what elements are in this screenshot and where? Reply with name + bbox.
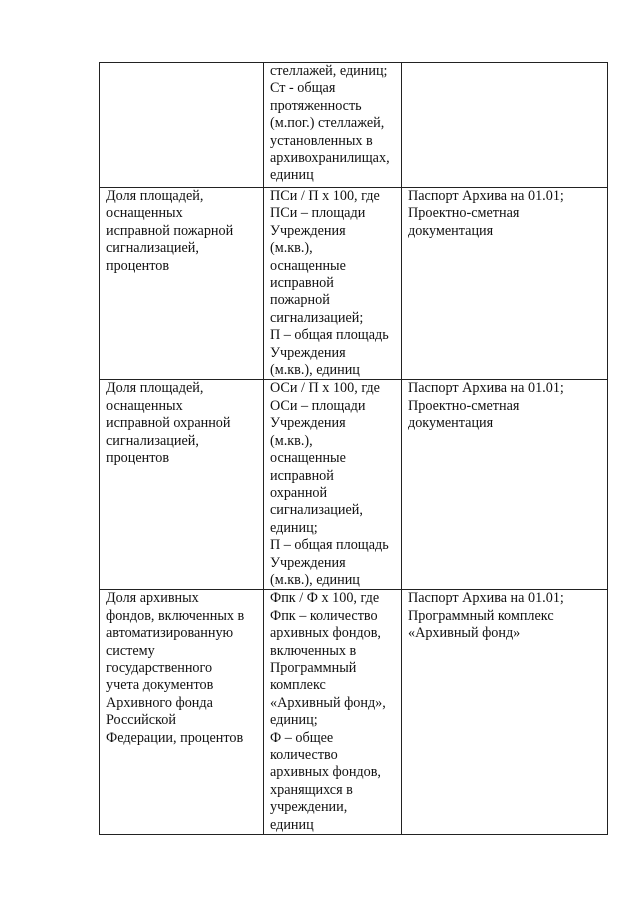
source-cell — [402, 63, 608, 188]
indicator-line: Российской — [106, 712, 176, 729]
indicator-line: оснащенных — [106, 205, 183, 222]
source-line: документация — [408, 415, 494, 432]
formula-line: хранящихся в — [270, 781, 353, 798]
formula-line: ПСи – площади — [270, 205, 366, 222]
indicator-line: оснащенных — [106, 397, 183, 414]
indicator-line: сигнализацией, — [106, 432, 199, 449]
formula-line: исправной — [270, 275, 334, 292]
formula-cell — [264, 380, 402, 590]
formula-line: охранной — [270, 484, 328, 501]
formula-line: ОСи / П х 100, где — [270, 380, 380, 397]
source-cell — [402, 590, 608, 835]
formula-line: сигнализацией; — [270, 309, 364, 326]
formula-line: включенных в — [270, 642, 357, 659]
formula-line: Фпк / Ф х 100, где — [270, 590, 380, 607]
indicator-line: автоматизированную — [106, 625, 234, 642]
formula-cell — [264, 63, 402, 188]
formula-line: единиц — [270, 816, 314, 833]
formula-line: Учреждения — [270, 222, 346, 239]
source-line: Паспорт Архива на 01.01; — [408, 590, 564, 607]
formula-line: ПСи / П х 100, где — [270, 188, 380, 204]
formula-line: Фпк – количество — [270, 607, 378, 624]
formula-line: единиц — [270, 167, 314, 184]
indicator-line: Доля площадей, — [106, 380, 204, 397]
source-line: Проектно-сметная — [408, 205, 520, 222]
formula-line: единиц; — [270, 712, 318, 729]
table-row — [100, 63, 608, 188]
formula-line: П – общая площадь — [270, 327, 389, 344]
indicator-cell — [100, 63, 264, 188]
indicator-line: государственного — [106, 659, 213, 676]
formula-line: Учреждения — [270, 344, 346, 361]
source-line: Программный комплекс — [408, 607, 554, 624]
indicator-line: Доля площадей, — [106, 188, 204, 204]
formula-line: Ф – общее — [270, 729, 334, 746]
formula-line: Учреждения — [270, 554, 346, 571]
indicator-line: сигнализацией, — [106, 240, 199, 257]
source-line: «Архивный фонд» — [408, 625, 521, 642]
indicator-line: процентов — [106, 450, 170, 467]
formula-cell — [264, 590, 402, 835]
indicator-line: Архивного фонда — [106, 694, 213, 711]
source-line: Проектно-сметная — [408, 397, 520, 414]
formula-line: архивных фондов, — [270, 625, 381, 642]
formula-line: (м.пог.) стеллажей, — [270, 115, 385, 132]
indicator-line: систему — [106, 642, 155, 659]
formula-line: установленных в — [270, 132, 373, 149]
indicators-table — [99, 62, 608, 835]
indicator-cell — [100, 590, 264, 835]
formula-line: (м.кв.), единиц — [270, 362, 360, 379]
indicator-line: процентов — [106, 257, 170, 274]
formula-line: Учреждения — [270, 415, 346, 432]
formula-line: (м.кв.), — [270, 240, 313, 257]
indicator-cell — [100, 380, 264, 590]
source-cell — [402, 380, 608, 590]
formula-line: архивных фондов, — [270, 764, 381, 781]
formula-line: архивохранилищах, — [270, 150, 390, 167]
indicator-line: исправной охранной — [106, 415, 231, 432]
formula-cell — [264, 188, 402, 380]
formula-line: пожарной — [270, 292, 330, 309]
formula-line: учреждении, — [270, 799, 348, 816]
formula-line: сигнализацией, — [270, 502, 363, 519]
formula-line: (м.кв.), — [270, 432, 313, 449]
formula-line: исправной — [270, 467, 334, 484]
formula-line: оснащенные — [270, 257, 346, 274]
indicator-cell — [100, 188, 264, 380]
formula-line: комплекс — [270, 677, 326, 694]
source-cell — [402, 188, 608, 380]
formula-line: стеллажей, единиц; — [270, 63, 388, 79]
table-row — [100, 188, 608, 380]
formula-line: протяженность — [270, 97, 362, 114]
formula-line: количество — [270, 747, 338, 763]
formula-line: оснащенные — [270, 450, 346, 467]
formula-line: (м.кв.), единиц — [270, 571, 360, 588]
indicator-line: учета документов — [106, 677, 214, 694]
formula-line: ОСи – площади — [270, 397, 366, 414]
table-row — [100, 590, 608, 835]
table-row — [100, 380, 608, 590]
source-line: Паспорт Архива на 01.01; — [408, 188, 564, 204]
formula-line: П – общая площадь — [270, 537, 389, 554]
source-line: Паспорт Архива на 01.01; — [408, 380, 564, 397]
formula-line: Программный — [270, 659, 357, 676]
indicator-line: фондов, включенных в — [106, 607, 245, 624]
indicator-line: исправной пожарной — [106, 222, 234, 239]
formula-line: «Архивный фонд», — [270, 694, 386, 711]
formula-line: единиц; — [270, 519, 318, 536]
indicator-line: Федерации, процентов — [106, 729, 244, 746]
indicator-line: Доля архивных — [106, 590, 199, 607]
source-line: документация — [408, 222, 494, 239]
formula-line: Ст - общая — [270, 80, 336, 97]
